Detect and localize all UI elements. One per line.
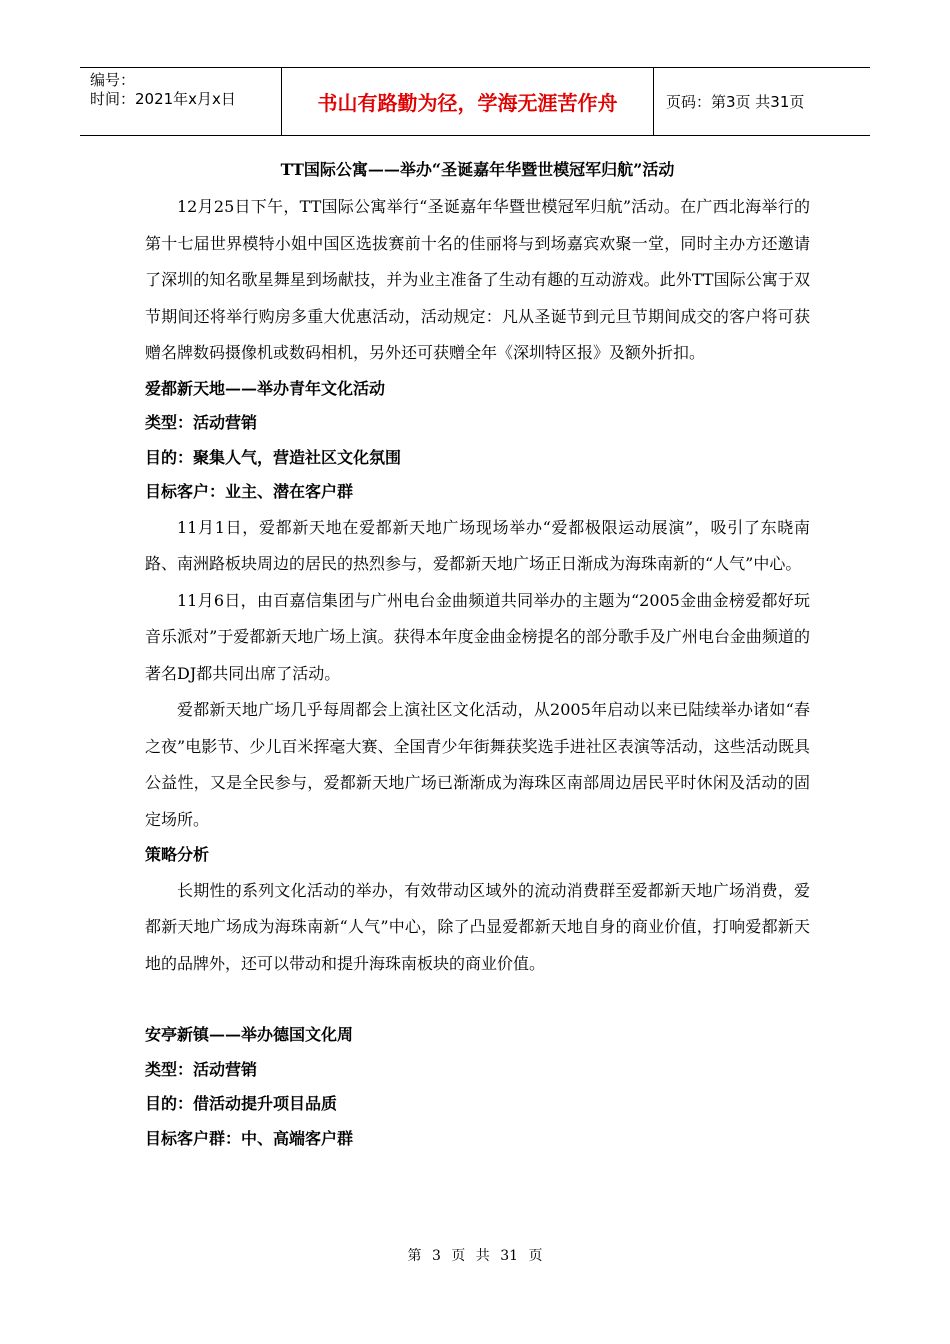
section2-type: 类型：活动营销: [145, 413, 258, 432]
section-gap: [145, 982, 810, 1018]
document-body: [145, 155, 810, 1156]
section2-title: 爱都新天地——举办青年文化活动: [145, 378, 386, 398]
section3-type: 类型：活动营销: [145, 1059, 258, 1079]
section1-paragraph: 12月25日下午，TT国际公寓举行“圣诞嘉年华暨世模冠军归航”活动。在广西北海举行的第十七届世界模特小姐中国区选拔赛前十名的佳丽将与到场嘉宾欢聚一堂，同时主办方还邀请了深圳的知名歌星舞星到场献技，并为业主准备了生动有趣的互动游戏。此外TT国际公寓于双节期间还将举行购房多重大优惠活动，活动规定：凡从圣诞节到元旦节期间成交的客户将可获赠名牌数码摄像机或数码相机，另外还可获赠全年《深圳特区报》及额外折扣。: [145, 197, 810, 362]
strategy-analysis-paragraph: 长期性的系列文化活动的举办，有效带动区域外的流动消费群至爱都新天地广场消费，爱都新天地广场成为海珠南新“人气”中心，除了凸显爱都新天地自身的商业价值，打响爱都新天地的品牌外，还可以带动和提升海珠南板块的商业价值。: [145, 880, 810, 973]
section2-paragraph-2: 11月6日，由百嘉信集团与广州电台金曲频道共同举办的主题为“2005金曲金榜爱都好玩音乐派对”于爱都新天地广场上演。获得本年度金曲金榜提名的部分歌手及广州电台金曲频道的著名DJ都共同出席了活动。: [145, 590, 810, 683]
section2-paragraph-3: 爱都新天地广场几乎每周都会上演社区文化活动，从2005年启动以来已陆续举办诸如“春之夜”电影节、少儿百米挥毫大赛、全国青少年街舞获奖选手进社区表演等活动，这些活动既具公益性，又是全民参与，爱都新天地广场已渐渐成为海珠区南部周边居民平时休闲及活动的固定场所。: [145, 700, 810, 829]
section1-title: TT国际公寓——举办“圣诞嘉年华暨世模冠军归航”活动: [280, 160, 675, 179]
section3-title: 安亭新镇——举办德国文化周: [145, 1025, 354, 1044]
header-page-info: 页码：第3页 共31页: [666, 93, 805, 111]
header-meta: [80, 68, 282, 135]
page-footer: 第 3 页 共 31 页: [407, 1248, 543, 1264]
section3-purpose: 目的：借活动提升项目品质: [145, 1094, 338, 1113]
time-label: 时间：2021年x月x日: [90, 90, 236, 108]
header-motto: 书山有路勤为径，学海无涯苦作舟: [282, 68, 654, 135]
strategy-analysis-heading: 策略分析: [145, 845, 210, 864]
page-header: [80, 67, 870, 136]
section2-purpose: 目的：聚集人气，营造社区文化氛围: [145, 447, 402, 467]
section2-target: 目标客户：业主、潜在客户群: [145, 482, 354, 501]
section2-paragraph-1: 11月1日，爱都新天地在爱都新天地广场现场举办“爱都极限运动展演”，吸引了东晓南路、南洲路板块周边的居民的热烈参与，爱都新天地广场正日渐成为海珠南新的“人气”中心。: [145, 517, 810, 573]
section3-target: 目标客户群：中、高端客户群: [145, 1128, 354, 1148]
serial-label: 编号：: [90, 71, 136, 89]
